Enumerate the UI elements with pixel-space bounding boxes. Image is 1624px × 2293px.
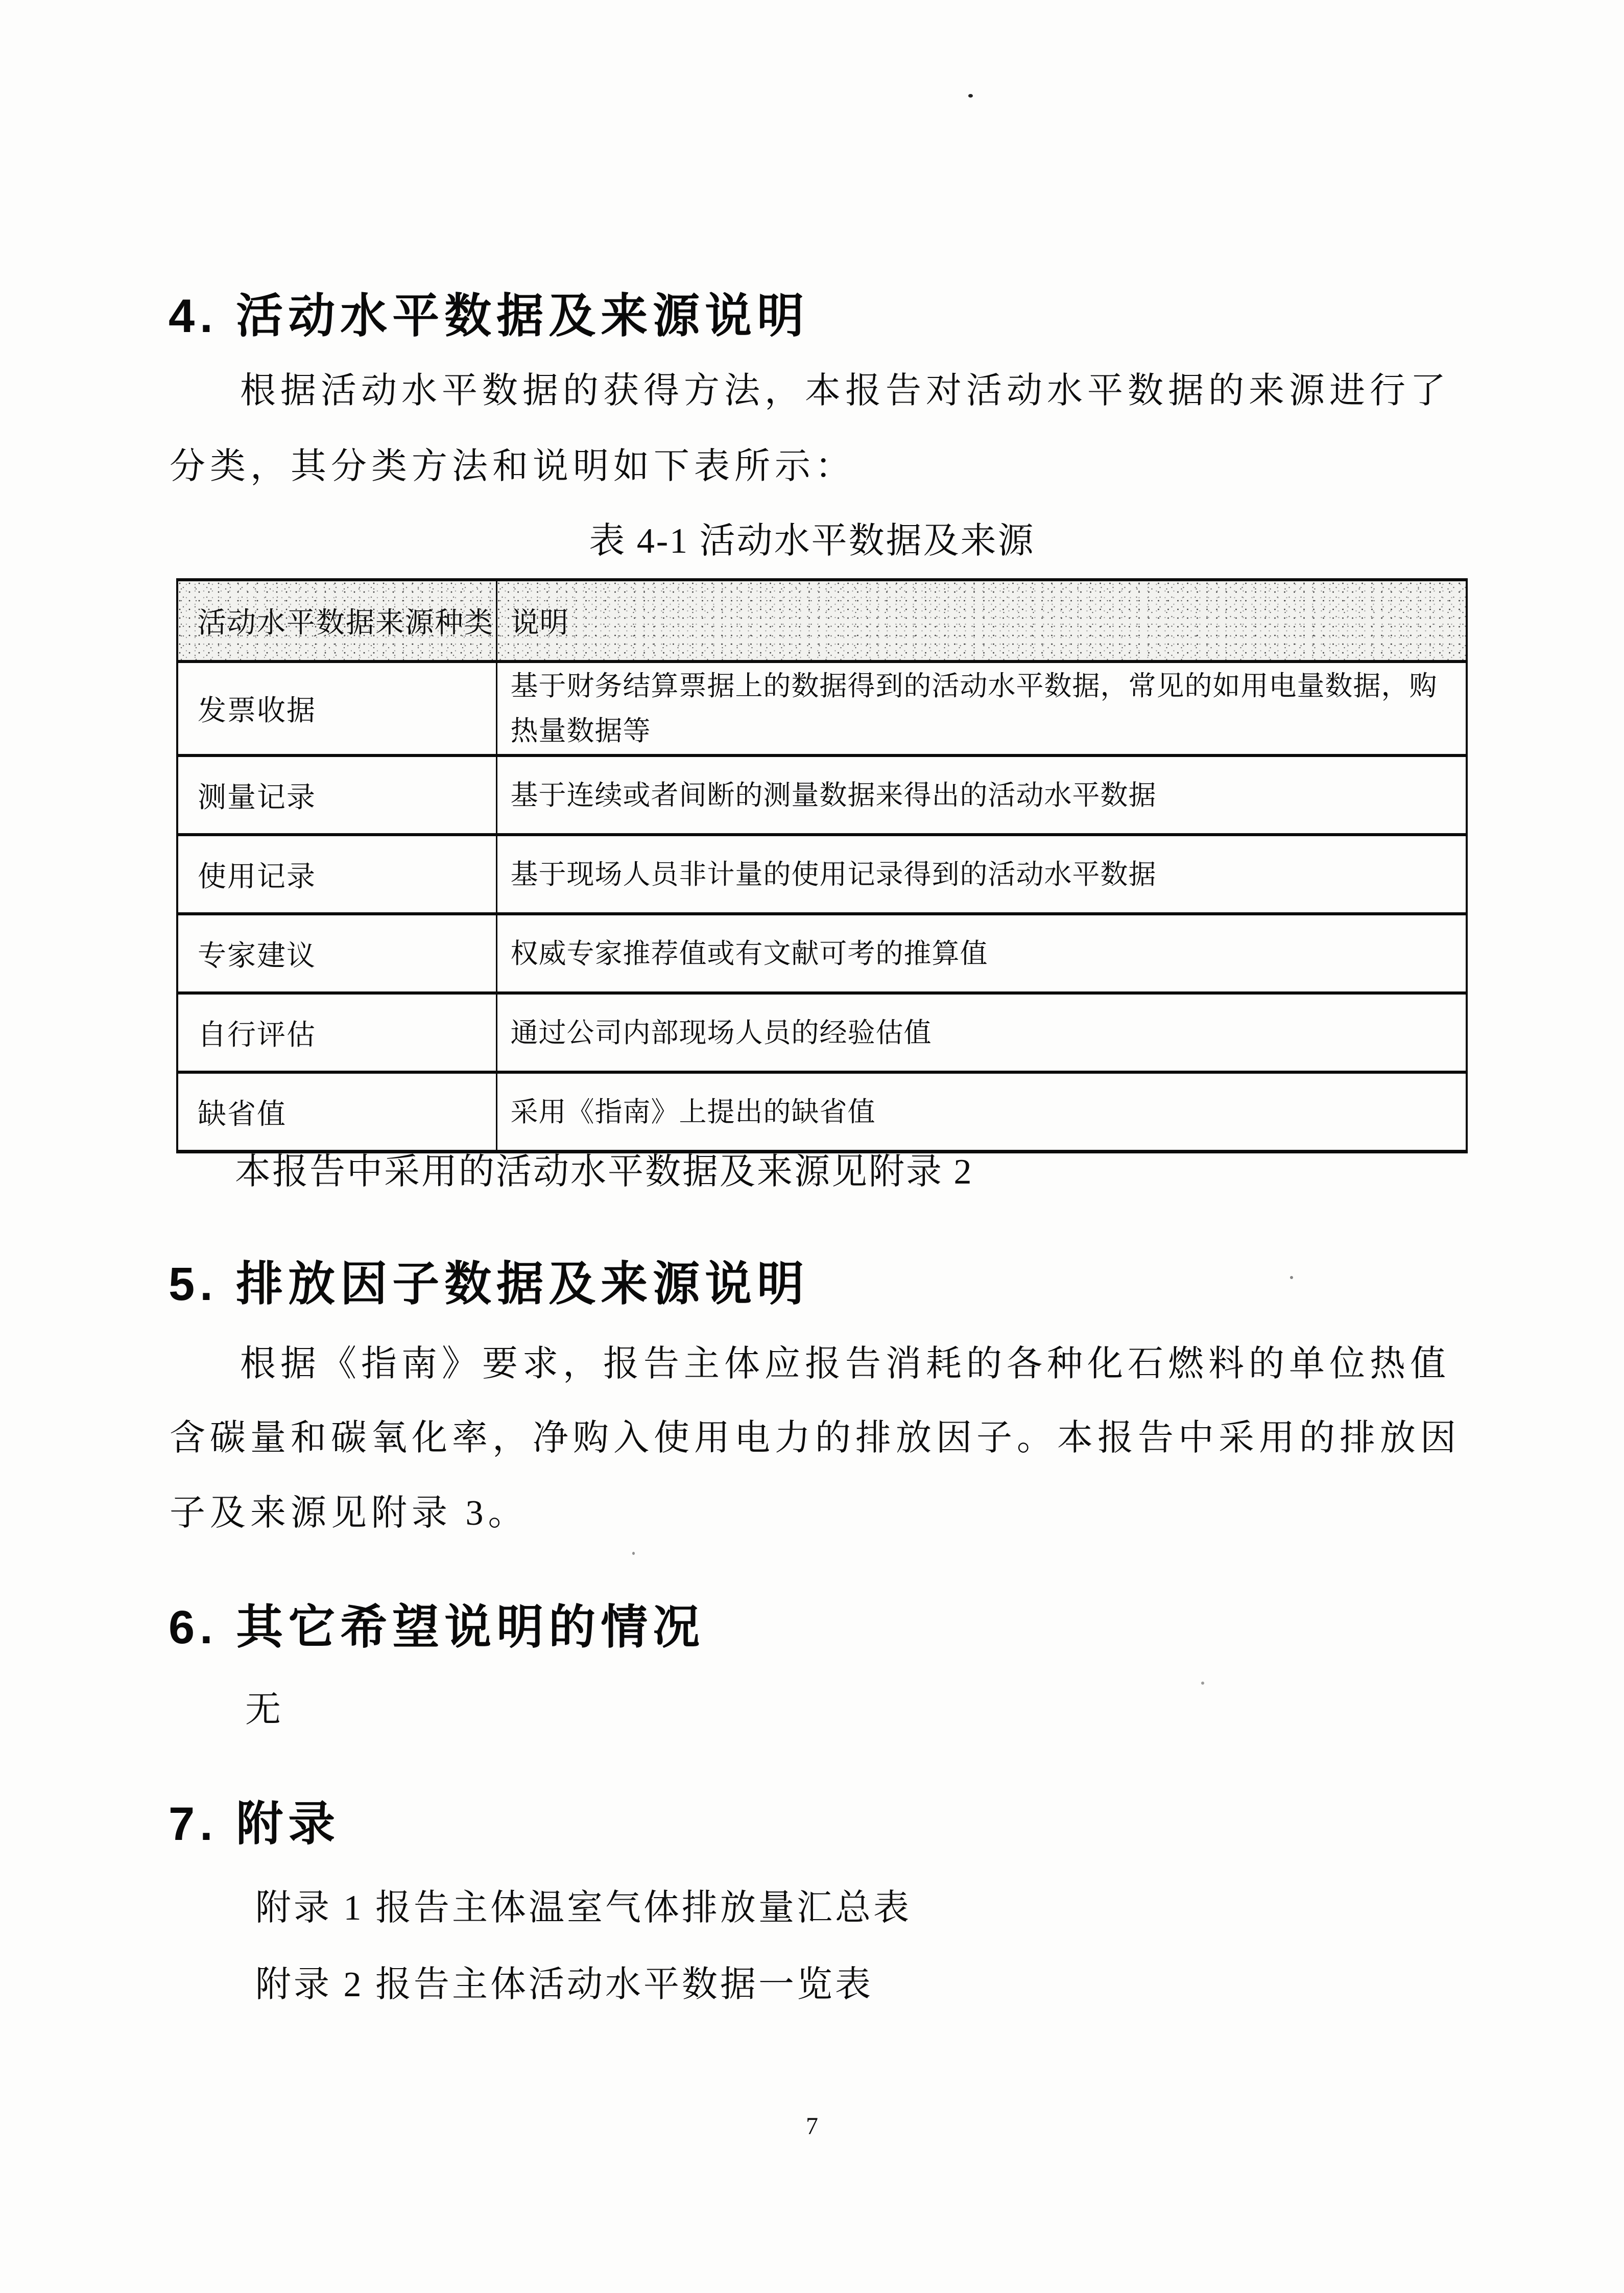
description-cell: 权威专家推荐值或有文献可考的推算值 [496,914,1467,993]
source-type-cell: 缺省值 [177,1072,496,1152]
section-4-closing-line: 本报告中采用的活动水平数据及来源见附录 2 [235,1152,973,1192]
scan-speck [968,94,973,98]
table-header-source-type: 活动水平数据来源种类 [177,580,496,661]
section-5-paragraph-line-2: 含碳量和碳氧化率，净购入使用电力的排放因子。本报告中采用的排放因 [170,1419,1461,1458]
source-type-cell: 发票收据 [177,661,496,755]
source-type-cell: 测量记录 [177,755,496,835]
section-6-content: 无 [245,1690,282,1730]
appendix-item-2: 附录 2 报告主体活动水平数据一览表 [255,1965,873,2004]
table-row [177,661,1467,755]
table-4-1-title: 表 4-1 活动水平数据及来源 [589,522,1035,561]
table-header-description: 说明 [496,580,1467,661]
appendix-item-1: 附录 1 报告主体温室气体排放量汇总表 [255,1888,912,1928]
table-row [177,914,1467,993]
section-7-heading: 7. 附录 [169,1798,341,1850]
table-row [177,1072,1467,1152]
page-number: 7 [806,2113,818,2140]
section-5-paragraph-line-1: 根据《指南》要求，报告主体应报告消耗的各种化石燃料的单位热值 [240,1344,1450,1384]
description-cell: 基于连续或者间断的测量数据来得出的活动水平数据 [496,755,1467,835]
source-type-cell: 使用记录 [177,835,496,914]
source-type-cell: 专家建议 [177,914,496,993]
table-row [177,835,1467,914]
scan-speck [1290,1276,1293,1279]
description-cell: 通过公司内部现场人员的经验估值 [496,993,1467,1072]
scan-speck [1201,1682,1204,1685]
description-cell: 采用《指南》上提出的缺省值 [496,1072,1467,1152]
description-cell: 基于现场人员非计量的使用记录得到的活动水平数据 [496,835,1467,914]
section-6-heading: 6. 其它希望说明的情况 [169,1601,705,1653]
section-4-paragraph-line-2: 分类，其分类方法和说明如下表所示： [170,447,855,486]
section-4-heading: 4. 活动水平数据及来源说明 [169,290,809,342]
table-header-row [177,580,1467,661]
source-type-cell: 自行评估 [177,993,496,1072]
section-5-paragraph-line-3: 子及来源见附录 3。 [170,1494,529,1533]
section-4-paragraph-line-1: 根据活动水平数据的获得方法，本报告对活动水平数据的来源进行了 [240,371,1450,411]
activity-data-source-table [176,578,1468,1153]
table-row [177,993,1467,1072]
table-row [177,755,1467,835]
scan-speck [632,1552,635,1555]
section-5-heading: 5. 排放因子数据及来源说明 [169,1258,809,1310]
description-cell: 基于财务结算票据上的数据得到的活动水平数据，常见的如用电量数据，购热量数据等 [496,661,1467,755]
